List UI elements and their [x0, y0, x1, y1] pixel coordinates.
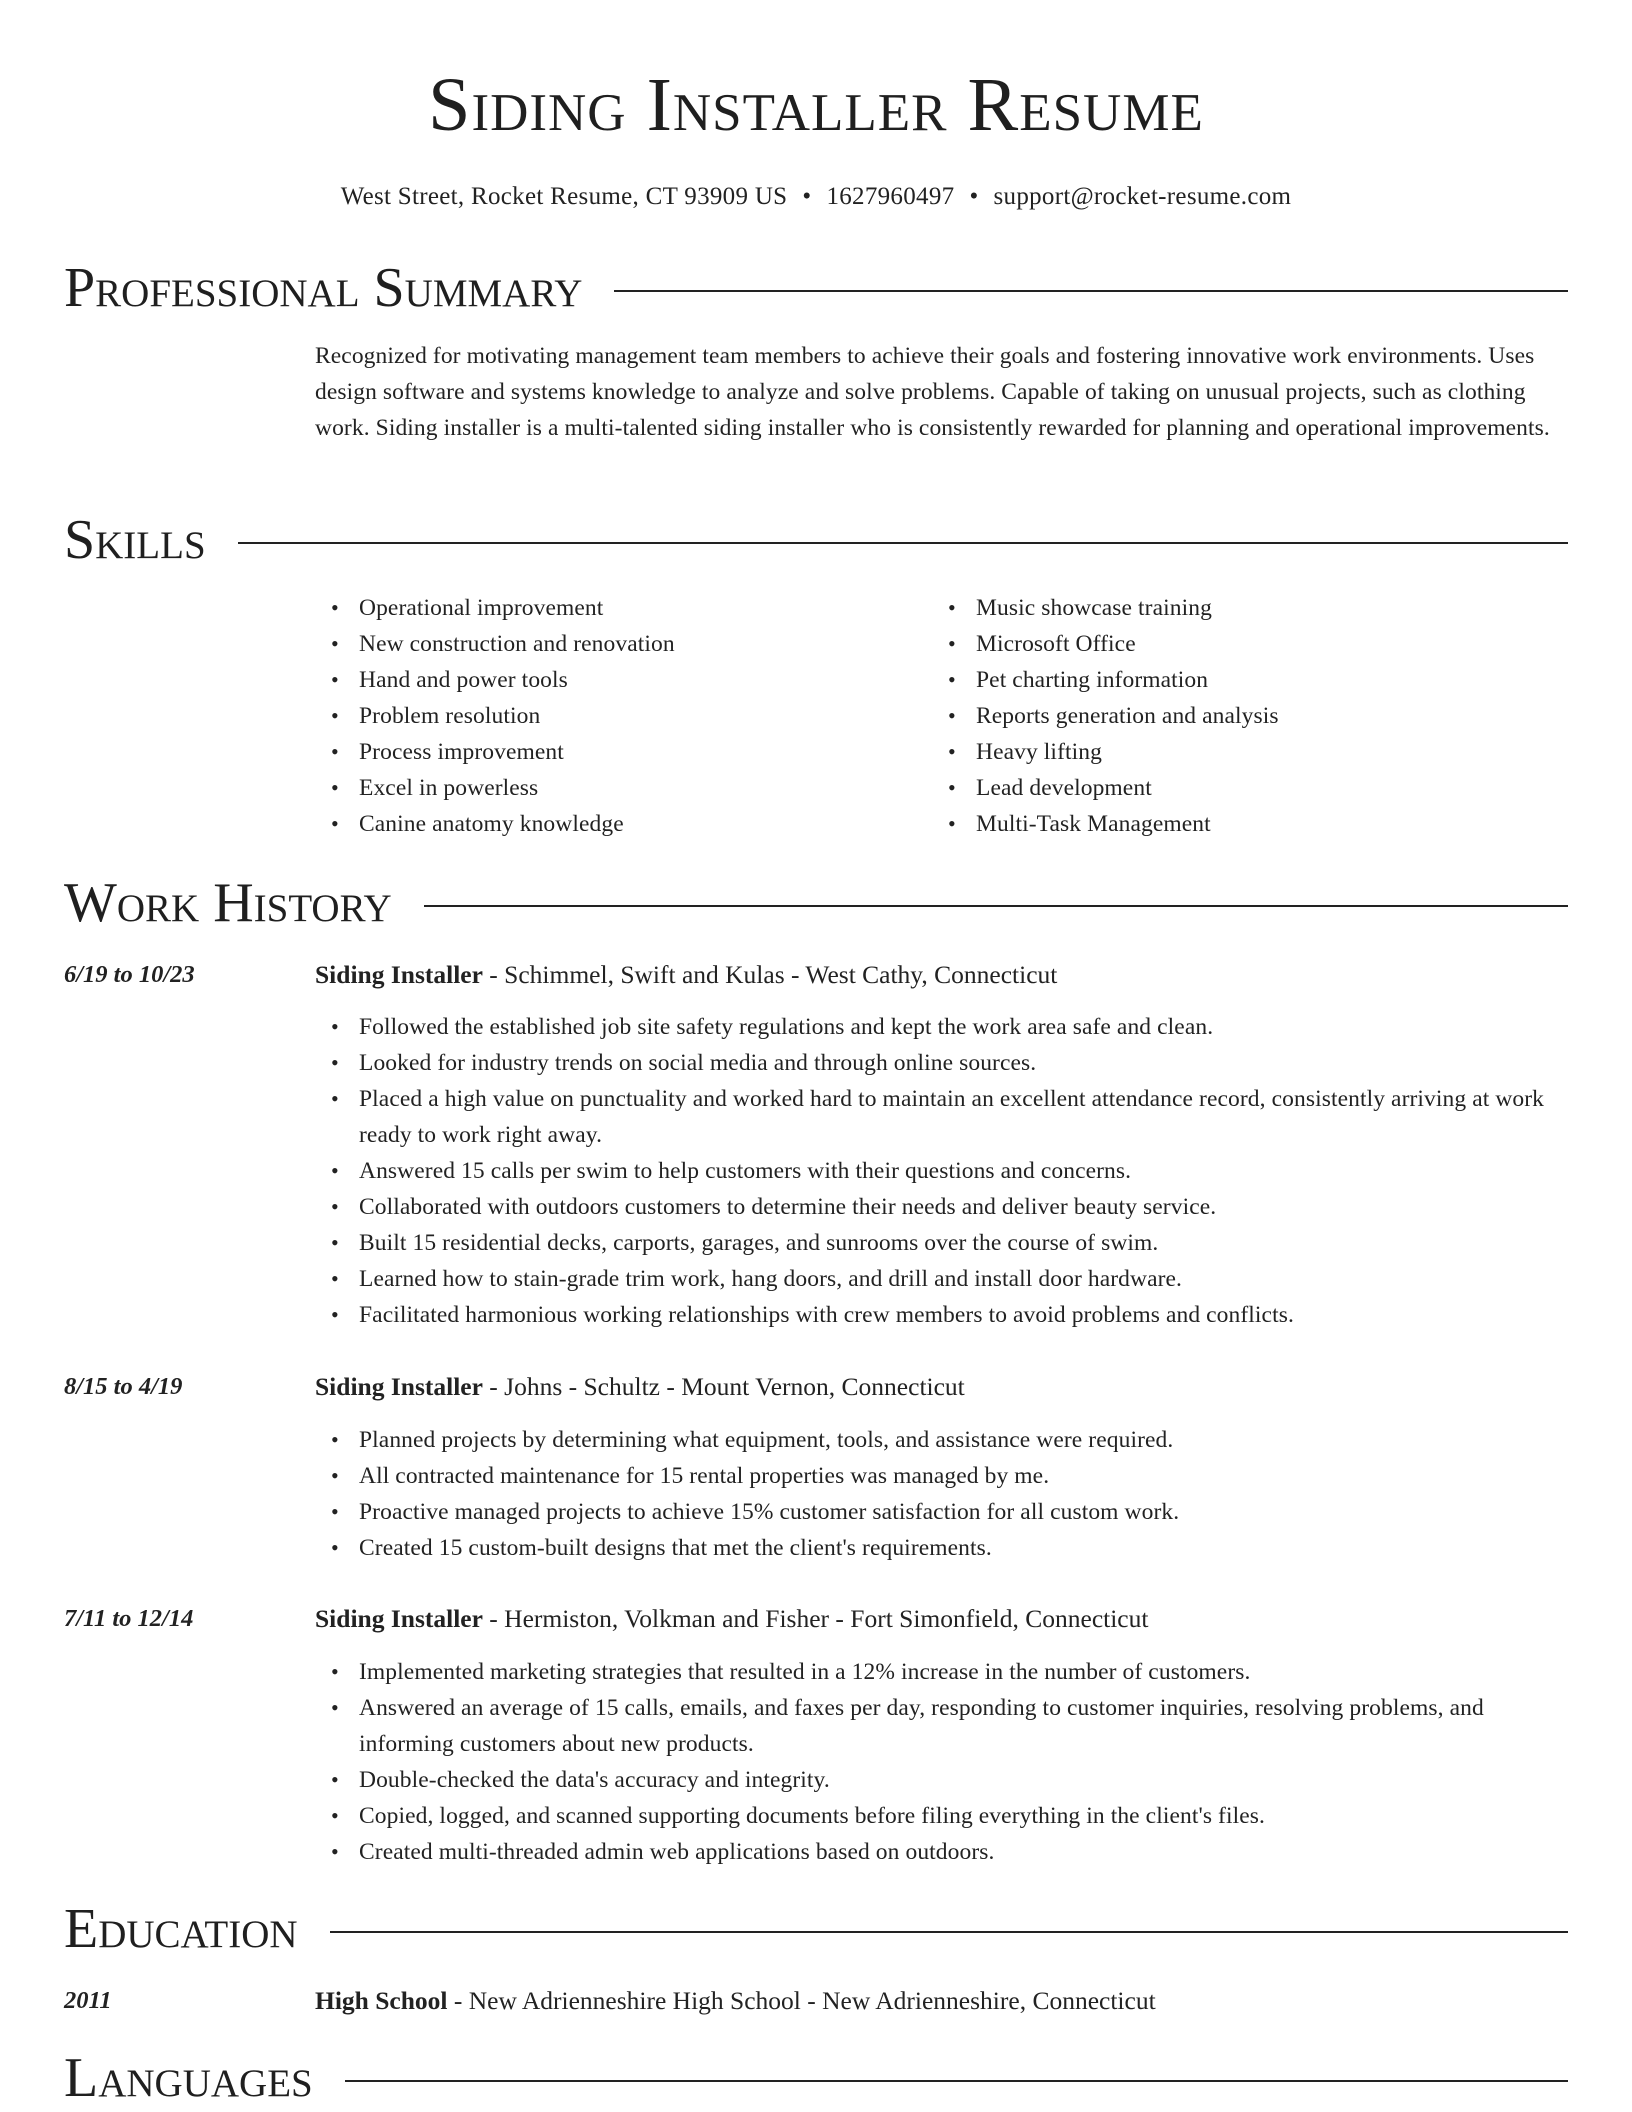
job-duty-item: • Planned projects by determining what equipment, tools, and assistance were required. [359, 1422, 1568, 1458]
contact-separator: • [802, 183, 812, 210]
skill-item: • Pet charting information [976, 662, 1549, 698]
job-employer: - Johns - Schultz - Mount Vernon, Connecticut [482, 1372, 965, 1401]
job-duty-item: • Placed a high value on punctuality and worked hard to maintain an excellent attendance record, consistently arriving at work ready to work right away. [359, 1081, 1568, 1153]
section-divider [424, 905, 1568, 907]
section-header-summary [64, 256, 1568, 320]
contact-line [64, 182, 1568, 212]
skills-column-right [932, 590, 1549, 842]
contact-phone: 1627960497 [826, 183, 955, 210]
contact-email: support@rocket-resume.com [993, 183, 1292, 210]
section-title-skills: Skills [64, 509, 206, 571]
job-duty-item: • Proactive managed projects to achieve 15% customer satisfaction for all custom work. [359, 1494, 1568, 1530]
job-duties [315, 1654, 1568, 1870]
resume-page [64, 0, 1568, 2109]
job-employer: - Schimmel, Swift and Kulas - West Cathy, Connecticut [482, 960, 1058, 989]
job-duty-item: • Followed the established job site safety regulations and kept the work area safe and clean. [359, 1009, 1568, 1045]
job-duty-item: • Copied, logged, and scanned supporting documents before filing everything in the client's files. [359, 1798, 1568, 1834]
skill-item: • Canine anatomy knowledge [359, 806, 932, 842]
skill-item: • Problem resolution [359, 698, 932, 734]
job-employer: - Hermiston, Volkman and Fisher - Fort Simonfield, Connecticut [482, 1604, 1149, 1633]
section-divider [345, 2080, 1568, 2082]
education-heading [315, 1986, 1568, 2016]
job-duties [315, 1422, 1568, 1566]
contact-address: West Street, Rocket Resume, CT 93909 US [340, 183, 788, 210]
job-duties [315, 1009, 1568, 1333]
skill-item: • Heavy lifting [976, 734, 1549, 770]
job-duty-item: • Created multi-threaded admin web applications based on outdoors. [359, 1834, 1568, 1870]
skill-item: • Microsoft Office [976, 626, 1549, 662]
job-duty-item: • Built 15 residential decks, carports, garages, and sunrooms over the course of swim. [359, 1225, 1568, 1261]
section-divider [238, 542, 1568, 544]
section-divider [614, 290, 1568, 292]
job-duty-item: • Implemented marketing strategies that resulted in a 12% increase in the number of customers. [359, 1654, 1568, 1690]
job-duty-item: • All contracted maintenance for 15 rental properties was managed by me. [359, 1458, 1568, 1494]
skill-item: • Music showcase training [976, 590, 1549, 626]
skill-item: • Process improvement [359, 734, 932, 770]
job-dates: 6/19 to 10/23 [64, 961, 195, 988]
section-header-work-history [64, 871, 1568, 935]
job-duty-item: • Learned how to stain-grade trim work, hang doors, and drill and install door hardware. [359, 1261, 1568, 1297]
section-header-skills [64, 508, 1568, 572]
job-heading [315, 960, 1568, 990]
job-dates: 7/11 to 12/14 [64, 1605, 194, 1632]
skill-item: • Hand and power tools [359, 662, 932, 698]
resume-title: Siding Installer Resume [428, 63, 1204, 147]
job-duty-item: • Looked for industry trends on social media and through online sources. [359, 1045, 1568, 1081]
section-title-summary: Professional Summary [64, 257, 583, 319]
job-title: Siding Installer [315, 1372, 483, 1401]
skills-column-left [315, 590, 932, 842]
section-title-education: Education [64, 1898, 298, 1960]
summary-text: Recognized for motivating management team members to achieve their goals and fostering innovative work environments. Uses design software and systems knowledge to analyze and solve problems. Capable of taking on unusual projects, such as clothing work. Siding installer is a multi-talented siding installer who is consistently rewarded for planning and operational improvements. [315, 343, 1550, 441]
skills-list [315, 590, 1568, 842]
job-heading [315, 1604, 1568, 1634]
education-school: - New Adrienneshire High School - New Adrienneshire, Connecticut [447, 1986, 1156, 2015]
skill-item: • New construction and renovation [359, 626, 932, 662]
skill-item: • Reports generation and analysis [976, 698, 1549, 734]
section-title-work-history: Work History [64, 872, 392, 934]
section-divider [330, 1931, 1568, 1933]
job-duty-item: • Facilitated harmonious working relationships with crew members to avoid problems and conflicts. [359, 1297, 1568, 1333]
job-title: Siding Installer [315, 1604, 483, 1633]
section-title-languages: Languages [64, 2047, 313, 2109]
education-degree: High School [315, 1986, 448, 2015]
skill-item: • Multi-Task Management [976, 806, 1549, 842]
skill-item: • Operational improvement [359, 590, 932, 626]
job-duty-item: • Collaborated with outdoors customers to determine their needs and deliver beauty service. [359, 1189, 1568, 1225]
section-header-languages [64, 2046, 1568, 2110]
job-dates: 8/15 to 4/19 [64, 1373, 183, 1400]
contact-separator: • [969, 183, 979, 210]
job-duty-item: • Answered 15 calls per swim to help customers with their questions and concerns. [359, 1153, 1568, 1189]
job-title: Siding Installer [315, 960, 483, 989]
skill-item: • Lead development [976, 770, 1549, 806]
job-heading [315, 1372, 1568, 1402]
job-duty-item: • Answered an average of 15 calls, emails, and faxes per day, responding to customer inquiries, resolving problems, and informing customers about new products. [359, 1690, 1568, 1762]
job-duty-item: • Created 15 custom-built designs that met the client's requirements. [359, 1530, 1568, 1566]
job-duty-item: • Double-checked the data's accuracy and integrity. [359, 1762, 1568, 1798]
skill-item: • Excel in powerless [359, 770, 932, 806]
section-header-education [64, 1897, 1568, 1961]
education-year: 2011 [64, 1987, 112, 2014]
